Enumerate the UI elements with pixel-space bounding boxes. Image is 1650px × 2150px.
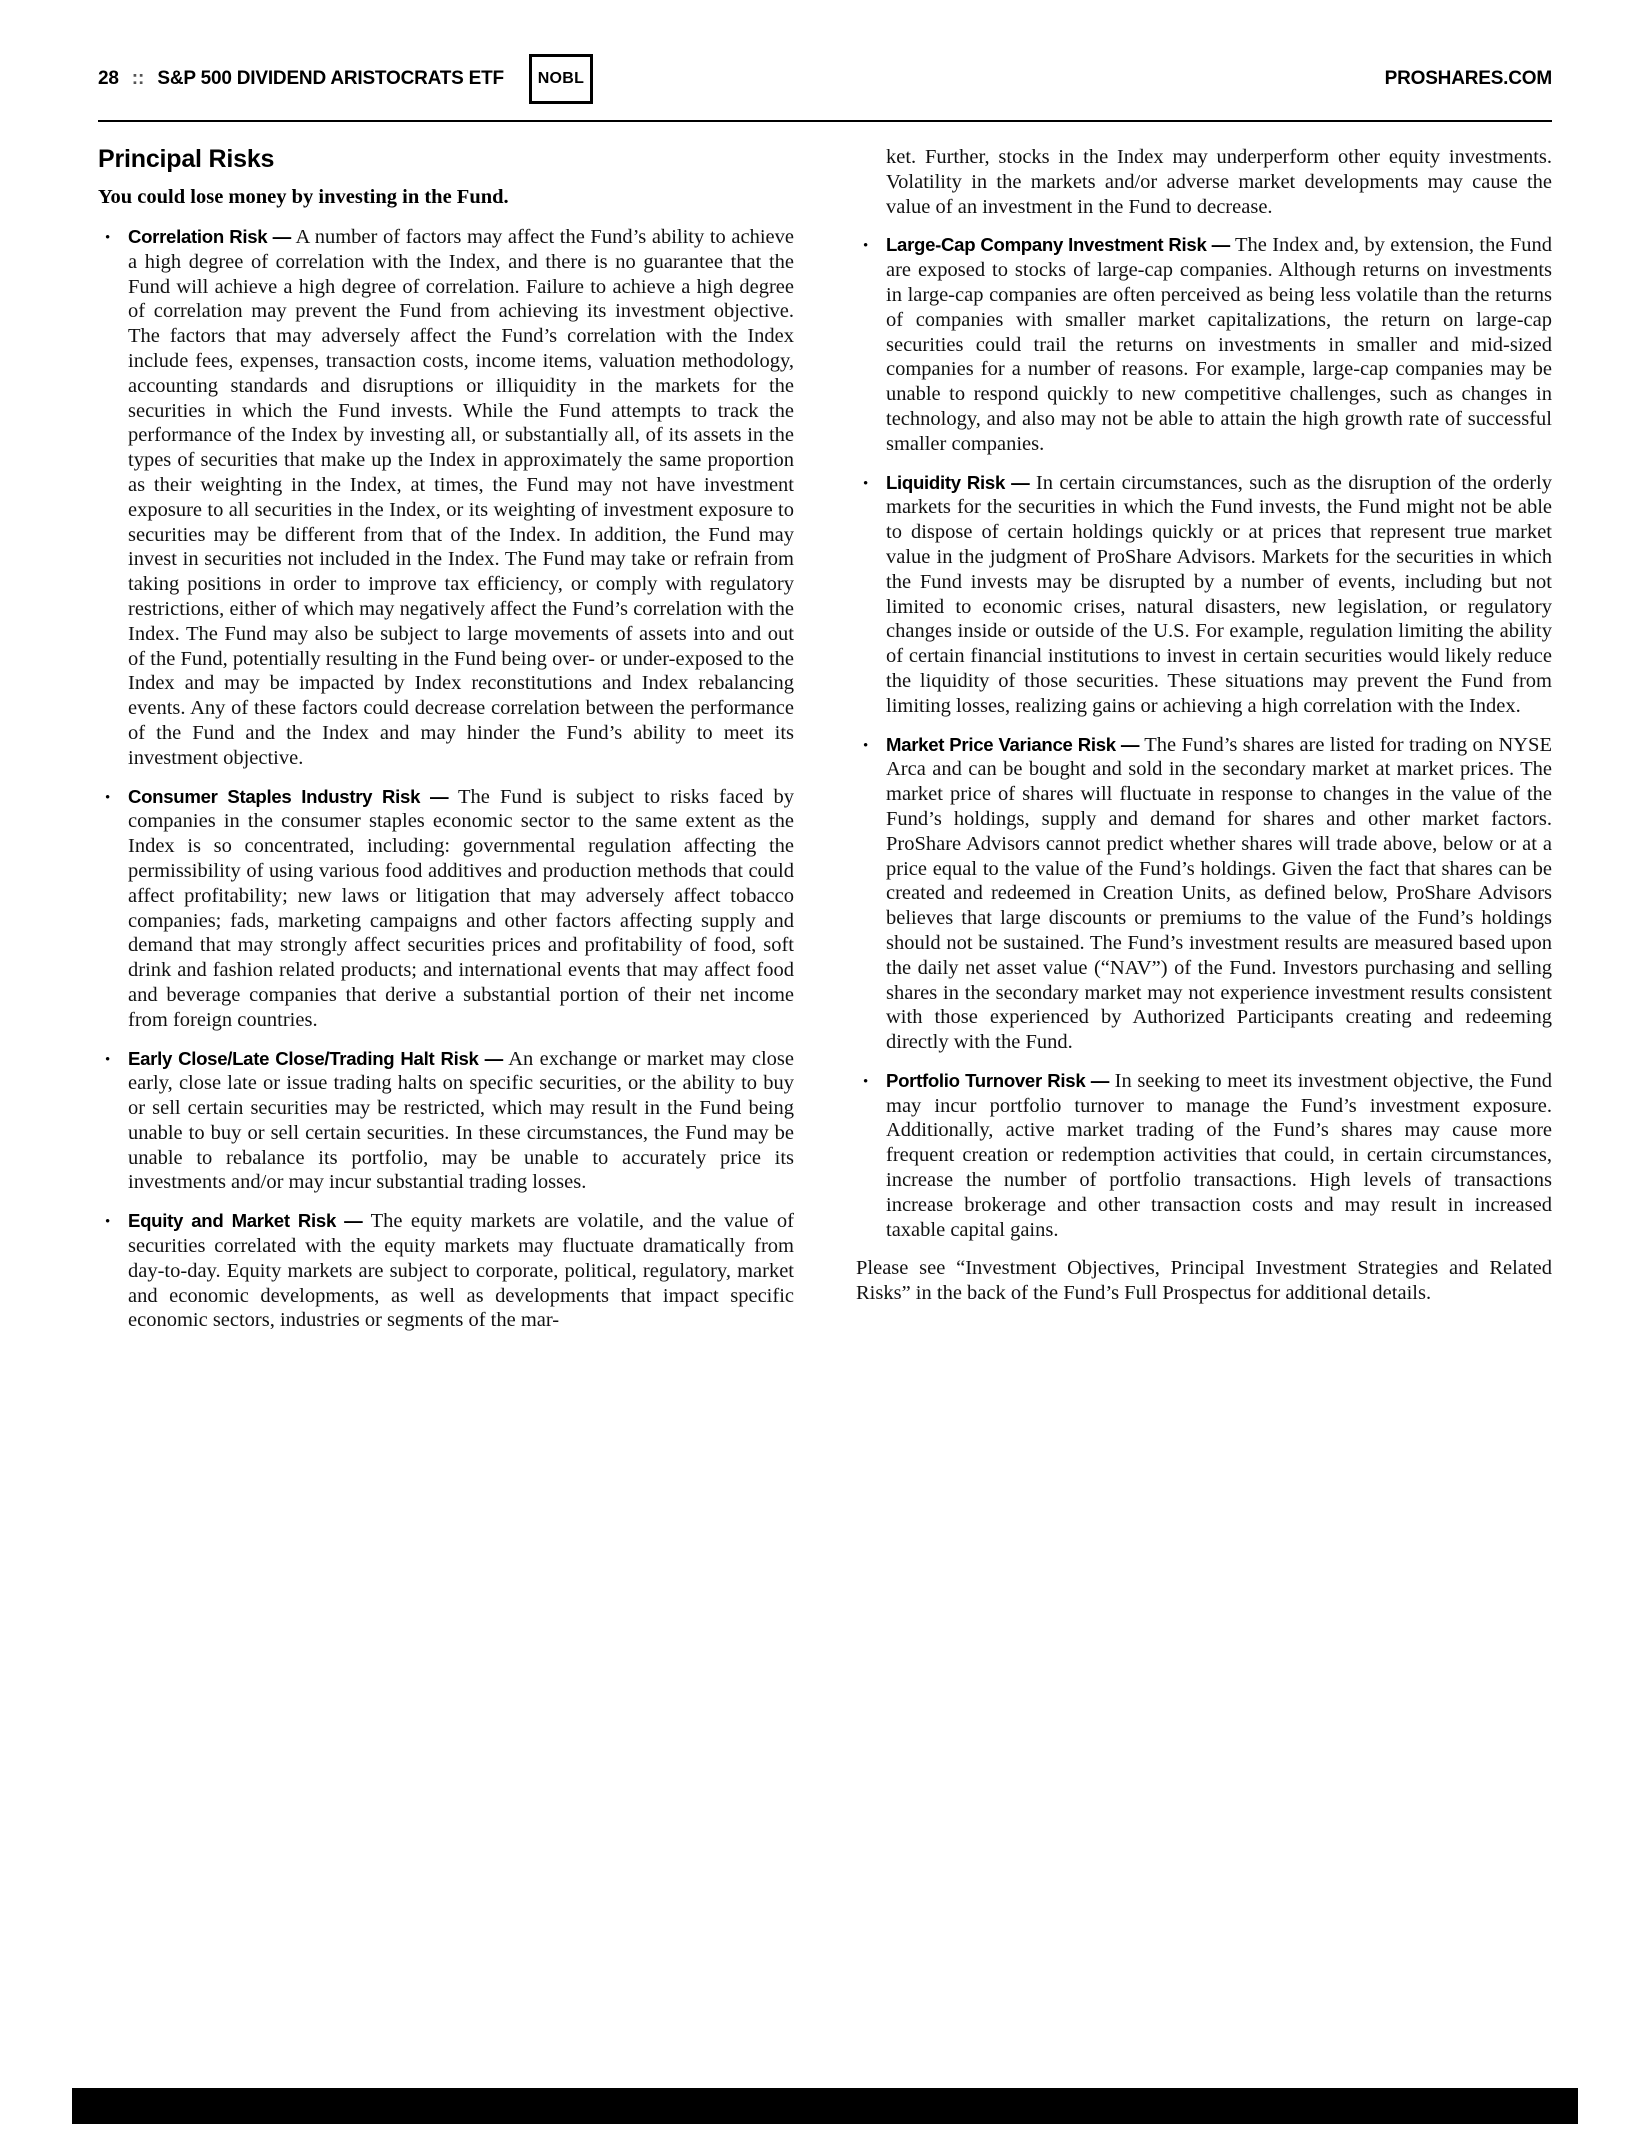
bullet-icon: • xyxy=(105,230,111,246)
risk-term: Liquidity Risk — xyxy=(886,471,1030,493)
header-separator: :: xyxy=(131,68,145,89)
header-left xyxy=(98,54,593,104)
risk-item-correlation xyxy=(98,225,794,771)
header-rule xyxy=(98,120,1552,122)
bullet-icon: • xyxy=(863,238,869,255)
risk-item-consumer-staples xyxy=(98,785,794,1033)
section-title: Principal Risks xyxy=(98,145,275,173)
fund-title: S&P 500 DIVIDEND ARISTOCRATS ETF xyxy=(157,68,504,89)
risk-item-market-price-variance xyxy=(856,733,1552,1055)
risk-body: The Fund is subject to risks faced by companies in the consumer staples economic sector to the same extent as the Index is so concentrated, including: governmental regulation affecting the permissibility of using various food additives and production methods that could affect profitability; new laws or litigation that may adversely affect tobacco companies; fads, marketing campaigns and other factors affecting supply and demand that may strongly affect securities prices and profitability of food, soft drink and fashion related products; and international events that may affect food and beverage companies that derive a substantial portion of their net income from foreign countries. xyxy=(128,785,794,1031)
bullet-icon: • xyxy=(863,1073,869,1090)
website-text: PROSHARES.COM xyxy=(1384,68,1552,89)
risk-body: In certain circumstances, such as the disruption of the orderly markets for the securities in which the Fund invests, the Fund might not be able to dispose of certain holdings quickly or at prices that represent true market value in the judgment of ProShare Advisors. Markets for the securities in which the Fund invests may be disrupted by a number of events, including but not limited to economic crises, natural disasters, new legislation, or regulatory changes inside or outside of the U.S. For example, regulation limiting the ability of certain financial institutions to invest in certain securities would likely reduce the liquidity of those securities. These situations may prevent the Fund from limiting losses, realizing gains or achieving a high correlation with the Index. xyxy=(886,471,1552,717)
risk-body: The Index and, by extension, the Fund are exposed to stocks of large-cap companies. Although returns on investments in large-cap companies are often perceived as being less volatile than the returns of companies with smaller market capitalizations, the return on large-cap securities could trail the returns on investments in smaller and mid-sized companies for a number of reasons. For example, large-cap companies may be unable to respond quickly to new competitive challenges, such as changes in technology, and also may not be able to attain the high growth rate of successful smaller companies. xyxy=(886,234,1552,455)
risk-body: In seeking to meet its investment objective, the Fund may incur portfolio turnover to manage the Fund’s investment exposure. Additionally, active market trading of the Fund’s shares may cause more frequent creation or redemption activities that could, in certain circumstances, increase the number of portfolio transactions. High levels of transactions increase brokerage and other transaction costs and may result in increased taxable capital gains. xyxy=(886,1069,1553,1241)
content-columns xyxy=(98,145,1552,1347)
risk-term: Equity and Market Risk — xyxy=(128,1210,363,1232)
closing-note: Please see “Investment Objectives, Principal Investment Strategies and Related Risks” in the back of the Fund’s Full Prospectus for additional details. xyxy=(856,1257,1552,1305)
section-subtitle: You could lose money by investing in the Fund. xyxy=(98,186,509,208)
bullet-icon: • xyxy=(105,1214,111,1231)
footer-bar xyxy=(72,2088,1578,2124)
risk-body: A number of factors may affect the Fund’s ability to achieve a high degree of correlation with the Index, and there is no guarantee that the Fund will achieve a high degree of correlation. Failure to achieve a high degree of correlation may prevent the Fund from achieving its investment objective. The factors that may adversely affect the Fund’s correlation with the Index include fees, expenses, transaction costs, income items, valuation methodology, accounting standards and disruptions or illiquidity in the markets for the securities in which the Fund invests. While the Fund attempts to track the performance of the Index by investing all, or substantially all, of its assets in the types of securities that make up the Index in approximately the same proportion as their weighting in the Index, at times, the Fund may not have investment exposure to all securities in the Index, or its weighting of investment exposure to securities may be different from that of the Index. In addition, the Fund may invest in securities not included in the Index. The Fund may take or refrain from taking positions in order to improve tax efficiency, or comply with regulatory restrictions, either of which may negatively affect the Fund’s correlation with the Index. The Fund may also be subject to large movements of assets into and out of the Fund, potentially resulting in the Fund being over- or under-exposed to the Index and may be impacted by Index reconstitutions and Index rebalancing events. Any of these factors could decrease correlation between the performance of the Fund and the Index and may hinder the Fund’s ability to meet its investment objective. xyxy=(128,226,794,769)
left-column xyxy=(98,145,794,1347)
risk-item-early-close xyxy=(98,1047,794,1196)
risk-term: Portfolio Turnover Risk — xyxy=(886,1069,1110,1091)
risk-term: Market Price Variance Risk — xyxy=(886,733,1140,755)
right-column xyxy=(856,145,1552,1347)
page-number: 28 xyxy=(98,68,119,89)
page-header xyxy=(98,50,1552,108)
risk-body: The Fund’s shares are listed for trading on NYSE Arca and can be bought and sold in the secondary market at market prices. The market price of shares will fluctuate in response to changes in the value of the Fund’s holdings, supply and demand for shares and other market factors. ProShare Advisors cannot predict whether shares will trade above, below or at a price equal to the value of the Fund’s holdings. Given the fact that shares can be created and redeemed in Creation Units, as defined below, ProShare Advisors believes that large discounts or premiums to the value of the Fund’s holdings should not be sustained. The Fund’s investment results are measured based upon the daily net asset value (“NAV”) of the Fund. Investors purchasing and selling shares in the secondary market may not experience investment results consistent with those experienced by Authorized Participants creating and redeeming directly with the Fund. xyxy=(886,733,1552,1054)
equity-market-risk-continuation: ket. Further, stocks in the Index may underperform other equity investments. Volatility in the markets and/or adverse market developments may cause the value of an investment in the Fund to decrease. xyxy=(886,146,1552,218)
risk-term: Correlation Risk — xyxy=(128,226,291,247)
risk-item-equity-market xyxy=(98,1209,794,1333)
ticker-logo: NOBL xyxy=(529,54,593,104)
risk-term: Consumer Staples Industry Risk — xyxy=(128,785,449,807)
risk-body: The equity markets are volatile, and the value of securities correlated with the equity markets may fluctuate dramatically from day-to-day. Equity markets are subject to corporate, political, regulatory, market and economic developments, as well as developments that impact specific economic sectors, industries or segments of the mar- xyxy=(128,1210,794,1332)
bullet-icon: • xyxy=(105,1051,111,1068)
bullet-icon: • xyxy=(863,475,869,492)
risk-term: Large-Cap Company Investment Risk — xyxy=(886,234,1230,256)
bullet-icon: • xyxy=(863,737,869,754)
bullet-icon: • xyxy=(105,789,111,806)
risk-term: Early Close/Late Close/Trading Halt Risk — xyxy=(128,1047,503,1069)
risk-item-liquidity xyxy=(856,471,1552,719)
risk-body: An exchange or market may close early, close late or issue trading halts on specific securities, or the ability to buy or sell certain securities may be restricted, which may result in the Fund being unable to buy or sell certain securities. In these circumstances, the Fund may be unable to rebalance its portfolio, may be unable to accurately price its investments and/or may incur substantial trading losses. xyxy=(128,1047,794,1194)
risk-item-large-cap xyxy=(856,233,1552,456)
risk-item-portfolio-turnover xyxy=(856,1069,1552,1243)
